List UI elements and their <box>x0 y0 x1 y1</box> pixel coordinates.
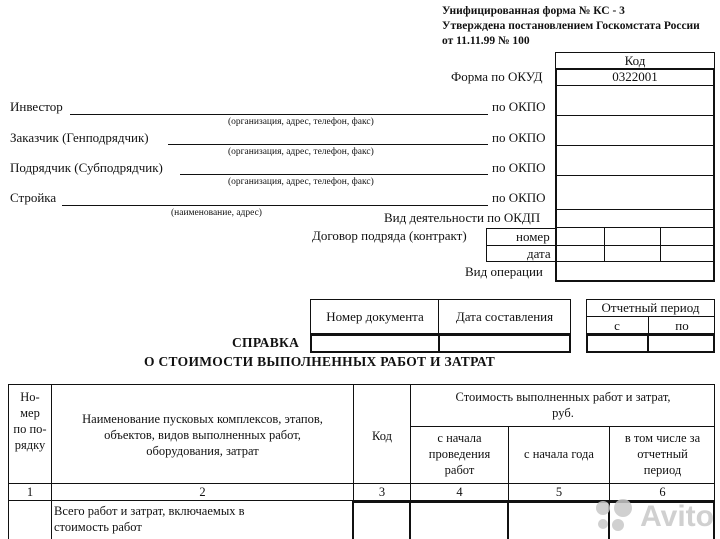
okpo-label-customer: по ОКПО <box>492 130 546 145</box>
period-from-label: с <box>614 317 620 333</box>
col-period-header: в том числе за отчетный период <box>624 431 701 477</box>
col-since-year-header: с начала года <box>524 447 594 461</box>
okdp-label: Вид деятельности по ОКДП <box>384 210 541 225</box>
contractor-hint: (организация, адрес, телефон, факс) <box>228 177 374 187</box>
contract-date-label: дата <box>527 246 551 261</box>
period-from-input[interactable] <box>588 336 646 351</box>
okpo-contractor-cell[interactable] <box>557 146 713 176</box>
row-total-code-input[interactable] <box>355 504 407 538</box>
contract-number-cell[interactable] <box>557 228 713 246</box>
okdp-cell[interactable] <box>557 210 713 228</box>
contract-number-label: номер <box>516 229 550 244</box>
watermark <box>594 497 714 537</box>
site-field[interactable] <box>62 205 488 206</box>
doc-date-header: Дата составления <box>455 309 554 324</box>
contractor-label: Подрядчик (Субподрядчик) <box>10 160 163 175</box>
table-vline-1 <box>51 384 52 539</box>
cost-header: Стоимость выполненных работ и затрат, руб. <box>455 390 671 420</box>
col-code-header: Код <box>372 429 392 443</box>
period-to-label: по <box>675 317 689 333</box>
contract-split-line-2 <box>660 228 661 262</box>
period-label: Отчетный период <box>601 300 700 315</box>
watermark-text: Avito <box>640 500 714 533</box>
doc-subtitle: О СТОИМОСТИ ВЫПОЛНЕННЫХ РАБОТ И ЗАТРАТ <box>144 354 496 369</box>
col-num-1: 1 <box>26 485 34 499</box>
col-num-5: 5 <box>555 485 563 499</box>
okpo-site-cell[interactable] <box>557 176 713 210</box>
okpo-investor-cell[interactable] <box>557 86 713 116</box>
row-total-div-2 <box>507 501 509 539</box>
row-total-div-1 <box>409 501 411 539</box>
contract-label: Договор подряда (контракт) <box>312 228 467 243</box>
contract-split-line <box>604 228 605 262</box>
okpo-label-investor: по ОКПО <box>492 99 546 114</box>
col-num-3: 3 <box>378 485 386 499</box>
row-total-since-start-input[interactable] <box>412 504 506 538</box>
customer-hint: (организация, адрес, телефон, факс) <box>228 147 374 157</box>
doc-number-header: Номер документа <box>326 309 424 324</box>
col-since-start-header: с начала проведения работ <box>428 431 491 477</box>
form-header-line3: от 11.11.99 № 100 <box>442 35 530 47</box>
code-header-cell <box>555 52 715 68</box>
doc-number-input[interactable] <box>312 336 437 351</box>
customer-field[interactable] <box>168 144 488 145</box>
code-header-label: Код <box>624 53 646 68</box>
doc-date-input[interactable] <box>440 336 569 351</box>
col-name-header: Наименование пусковых комплексов, этапов, объектов, видов выполненных работ, оборудования, затрат <box>82 412 323 458</box>
investor-field[interactable] <box>70 114 488 115</box>
col-num-6: 6 <box>659 485 666 499</box>
form-header-line2: Утверждена постановлением Госкомстата России <box>442 20 700 32</box>
period-values-divider <box>647 334 649 353</box>
contractor-field[interactable] <box>180 174 488 175</box>
col-number-header: Но- мер по по- рядку <box>13 390 47 452</box>
okud-label: Форма по ОКУД <box>451 69 543 84</box>
col-num-4: 4 <box>456 485 463 499</box>
okpo-label-site: по ОКПО <box>492 190 546 205</box>
okud-code-cell[interactable] <box>557 68 713 86</box>
okpo-customer-cell[interactable] <box>557 116 713 146</box>
customer-label: Заказчик (Генподрядчик) <box>10 130 149 145</box>
okud-code-value: 0322001 <box>612 68 658 84</box>
avito-logo-icon <box>594 497 634 537</box>
doc-title: СПРАВКА <box>232 335 300 350</box>
contract-date-cell[interactable] <box>557 246 713 262</box>
table-row-total-label: Всего работ и затрат, включаемых в стоимость работ <box>54 504 245 534</box>
form-header-line1: Унифицированная форма № КС - 3 <box>442 5 625 17</box>
investor-label: Инвестор <box>10 99 63 114</box>
table-hline-cost <box>410 426 715 427</box>
operation-label: Вид операции <box>465 264 543 279</box>
okpo-label-contractor: по ОКПО <box>492 160 546 175</box>
investor-hint: (организация, адрес, телефон, факс) <box>228 117 374 127</box>
col-num-2: 2 <box>199 485 206 499</box>
site-label: Стройка <box>10 190 57 205</box>
period-to-input[interactable] <box>650 336 713 351</box>
site-hint: (наименование, адрес) <box>171 208 262 218</box>
row-total-since-year-input[interactable] <box>510 504 607 538</box>
operation-cell[interactable] <box>557 262 713 280</box>
